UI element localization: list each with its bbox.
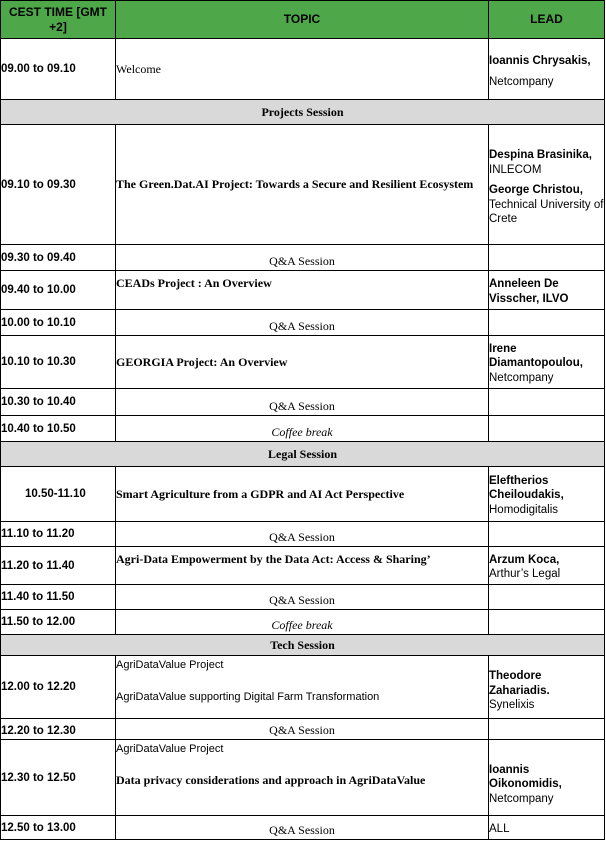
table-row bbox=[1, 547, 605, 585]
table-row bbox=[1, 245, 605, 271]
table-row bbox=[1, 740, 605, 816]
topic-text: AgriDataValue supporting Digital Farm Transformation bbox=[116, 691, 380, 703]
lead-name: Eleftherios Cheiloudakis, bbox=[489, 474, 564, 502]
lead-cell bbox=[489, 336, 605, 389]
lead-org: Technical University of Crete bbox=[489, 198, 604, 226]
lead-cell bbox=[489, 610, 605, 635]
topic-cell: Coffee break bbox=[116, 416, 489, 442]
table-row bbox=[1, 467, 605, 522]
time-cell: 09.30 to 09.40 bbox=[1, 245, 116, 271]
time-cell: 09.10 to 09.30 bbox=[1, 125, 116, 245]
header-lead: LEAD bbox=[489, 1, 605, 39]
topic-cell: The Green.Dat.AI Project: Towards a Secure and Resilient Ecosystem bbox=[116, 125, 489, 245]
lead-cell bbox=[489, 656, 605, 719]
table-row bbox=[1, 585, 605, 610]
lead-cell bbox=[489, 547, 605, 585]
time-cell: 12.00 to 12.20 bbox=[1, 656, 116, 719]
time-cell: 10.00 to 10.10 bbox=[1, 310, 116, 336]
lead-cell bbox=[489, 467, 605, 522]
session-label: Tech Session bbox=[1, 635, 605, 656]
lead-cell bbox=[489, 310, 605, 336]
topic-cell: Q&A Session bbox=[116, 389, 489, 416]
topic-title: AgriDataValue Project bbox=[116, 659, 224, 671]
lead-org: ALL bbox=[489, 822, 510, 835]
lead-cell bbox=[489, 816, 605, 840]
lead-cell bbox=[489, 245, 605, 271]
table-row bbox=[1, 310, 605, 336]
lead-name: Arzum Koca, bbox=[489, 553, 560, 566]
topic-cell: Q&A Session bbox=[116, 522, 489, 547]
lead-org: Synelixis bbox=[489, 699, 535, 712]
topic-cell bbox=[116, 740, 489, 816]
lead-cell bbox=[489, 719, 605, 740]
session-row bbox=[1, 635, 605, 656]
time-cell: 11.20 to 11.40 bbox=[1, 547, 116, 585]
time-cell: 10.50-11.10 bbox=[1, 467, 116, 522]
topic-cell: Q&A Session bbox=[116, 585, 489, 610]
time-cell: 10.30 to 10.40 bbox=[1, 389, 116, 416]
lead-cell bbox=[489, 522, 605, 547]
lead-name: Ioannis Oikonomidis, bbox=[489, 763, 562, 791]
time-cell: 11.40 to 11.50 bbox=[1, 585, 116, 610]
lead-name: George Christou, bbox=[489, 184, 583, 197]
table-row bbox=[1, 271, 605, 310]
time-cell: 12.50 to 13.00 bbox=[1, 816, 116, 840]
topic-cell: Smart Agriculture from a GDPR and AI Act Perspective bbox=[116, 467, 489, 522]
header-row bbox=[1, 1, 605, 39]
time-cell: 10.40 to 10.50 bbox=[1, 416, 116, 442]
lead-cell bbox=[489, 271, 605, 310]
topic-cell: Q&A Session bbox=[116, 245, 489, 271]
time-cell: 09.40 to 10.00 bbox=[1, 271, 116, 310]
topic-cell: Welcome bbox=[116, 39, 489, 100]
time-cell: 12.20 to 12.30 bbox=[1, 719, 116, 740]
table-row bbox=[1, 610, 605, 635]
lead-text bbox=[489, 277, 604, 306]
table-row bbox=[1, 336, 605, 389]
lead-org: INLECOM bbox=[489, 163, 542, 176]
lead-org: Netcompany bbox=[489, 792, 554, 805]
topic-cell: Coffee break bbox=[116, 610, 489, 635]
topic-cell: Q&A Session bbox=[116, 310, 489, 336]
time-cell: 11.10 to 11.20 bbox=[1, 522, 116, 547]
lead-cell bbox=[489, 416, 605, 442]
time-cell: 10.10 to 10.30 bbox=[1, 336, 116, 389]
header-topic: TOPIC bbox=[116, 1, 489, 39]
session-row bbox=[1, 442, 605, 467]
table-row bbox=[1, 816, 605, 840]
lead-name: Despina Brasinika, bbox=[489, 149, 592, 162]
lead-org: Homodigitalis bbox=[489, 503, 559, 516]
table-row bbox=[1, 39, 605, 100]
lead-org: Arthur’s Legal bbox=[489, 568, 561, 580]
lead-org: ILVO bbox=[542, 292, 569, 305]
topic-title: AgriDataValue Project bbox=[116, 743, 224, 755]
lead-cell bbox=[489, 389, 605, 416]
topic-cell: GEORGIA Project: An Overview bbox=[116, 336, 489, 389]
lead-name: Irene Diamantopoulou, bbox=[489, 342, 583, 370]
lead-org: Netcompany bbox=[489, 75, 554, 88]
topic-cell: Q&A Session bbox=[116, 816, 489, 840]
table-row bbox=[1, 719, 605, 740]
lead-cell bbox=[489, 740, 605, 816]
header-time: CEST TIME [GMT +2] bbox=[1, 1, 116, 39]
lead-cell bbox=[489, 125, 605, 245]
lead-name: Ioannis Chrysakis, bbox=[489, 55, 591, 67]
lead-cell bbox=[489, 585, 605, 610]
table-row bbox=[1, 656, 605, 719]
session-label: Legal Session bbox=[1, 442, 605, 467]
table-row bbox=[1, 389, 605, 416]
session-label: Projects Session bbox=[1, 100, 605, 125]
table-row bbox=[1, 416, 605, 442]
lead-name: Theodore Zahariadis. bbox=[489, 670, 550, 697]
topic-cell: CEADs Project : An Overview bbox=[116, 271, 489, 310]
session-row bbox=[1, 100, 605, 125]
time-cell: 12.30 to 12.50 bbox=[1, 740, 116, 816]
time-cell: 11.50 to 12.00 bbox=[1, 610, 116, 635]
table-row bbox=[1, 125, 605, 245]
table-row bbox=[1, 522, 605, 547]
topic-cell bbox=[116, 656, 489, 719]
topic-cell: Q&A Session bbox=[116, 719, 489, 740]
lead-org: Netcompany bbox=[489, 371, 554, 384]
topic-cell: Agri-Data Empowerment by the Data Act: Access & Sharing’ bbox=[116, 547, 489, 585]
lead-name: Anneleen De Visscher, bbox=[489, 278, 559, 305]
time-cell: 09.00 to 09.10 bbox=[1, 39, 116, 100]
lead-cell bbox=[489, 39, 605, 100]
topic-text: Data privacy considerations and approach in AgriDataValue bbox=[116, 773, 426, 787]
